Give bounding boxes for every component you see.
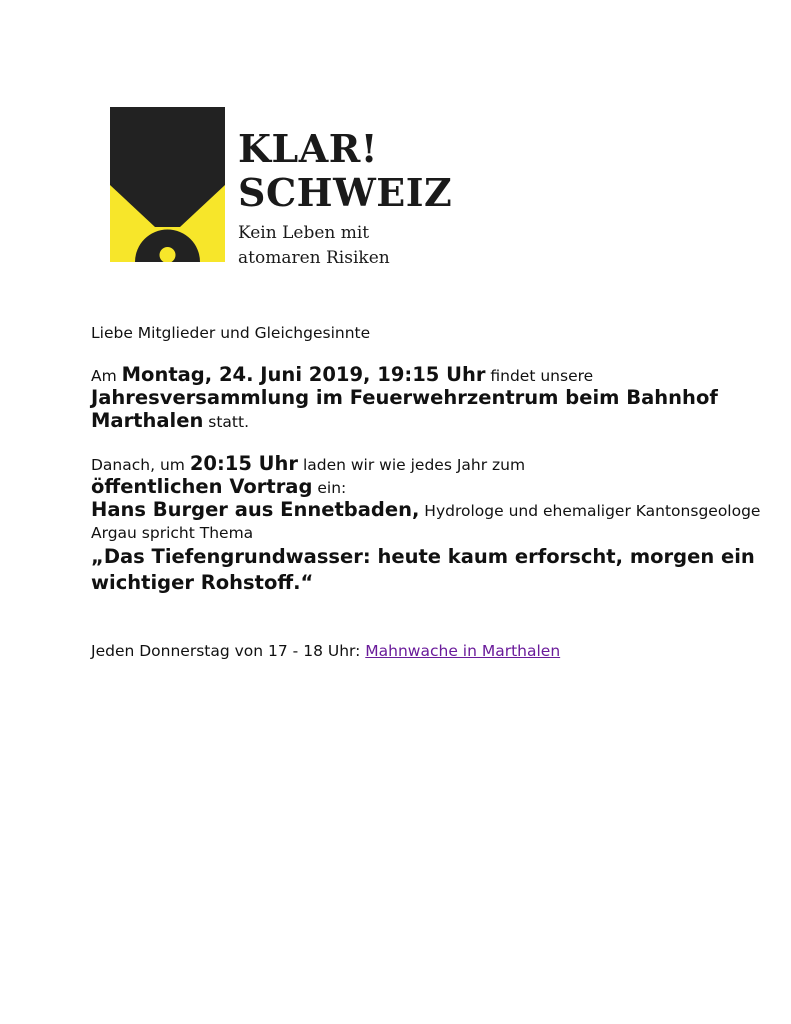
speaker-name: Hans Burger aus Ennetbaden, <box>91 498 420 521</box>
meeting-date: Montag, 24. Juni 2019, 19:15 Uhr <box>121 363 486 386</box>
logo-mark-icon <box>110 107 225 262</box>
meeting-event: Jahresversammlung im Feuerwehrzentrum beim Bahnhof Marthalen <box>91 386 718 432</box>
talk-label: öffentlichen Vortrag <box>91 475 313 498</box>
text: Danach, um <box>91 456 190 474</box>
speaker-description: Hydrologe und ehemaliger Kantonsgeologe Argau spricht Thema <box>91 502 761 542</box>
text: findet unsere <box>485 367 594 385</box>
text: Am <box>91 367 122 385</box>
text: laden wir wie jedes Jahr zum <box>298 456 526 474</box>
logo-tagline-line1: Kein Leben mit <box>238 223 370 243</box>
vigil-link[interactable]: Mahnwache in Marthalen <box>365 642 561 660</box>
talk-time: 20:15 Uhr <box>189 452 299 475</box>
paragraph-vigil <box>91 640 771 662</box>
logo-title-line2: SCHWEIZ <box>238 170 453 215</box>
talk-title: „Das Tiefengrundwasser: heute kaum erforscht, morgen ein wichtiger Rohstoff.“ <box>91 545 755 594</box>
logo-tagline-line2: atomaren Risiken <box>238 248 390 268</box>
klar-schweiz-logo <box>110 107 453 268</box>
text: Jeden Donnerstag von 17 - 18 Uhr: <box>91 642 366 660</box>
logo-title-line1: KLAR! <box>238 126 378 171</box>
letter-body <box>91 322 771 662</box>
paragraph-meeting <box>91 364 771 433</box>
paragraph-talk <box>91 453 771 596</box>
greeting: Liebe Mitglieder und Gleichgesinnte <box>91 324 371 342</box>
text: ein: <box>312 479 347 497</box>
text: statt. <box>203 413 250 431</box>
